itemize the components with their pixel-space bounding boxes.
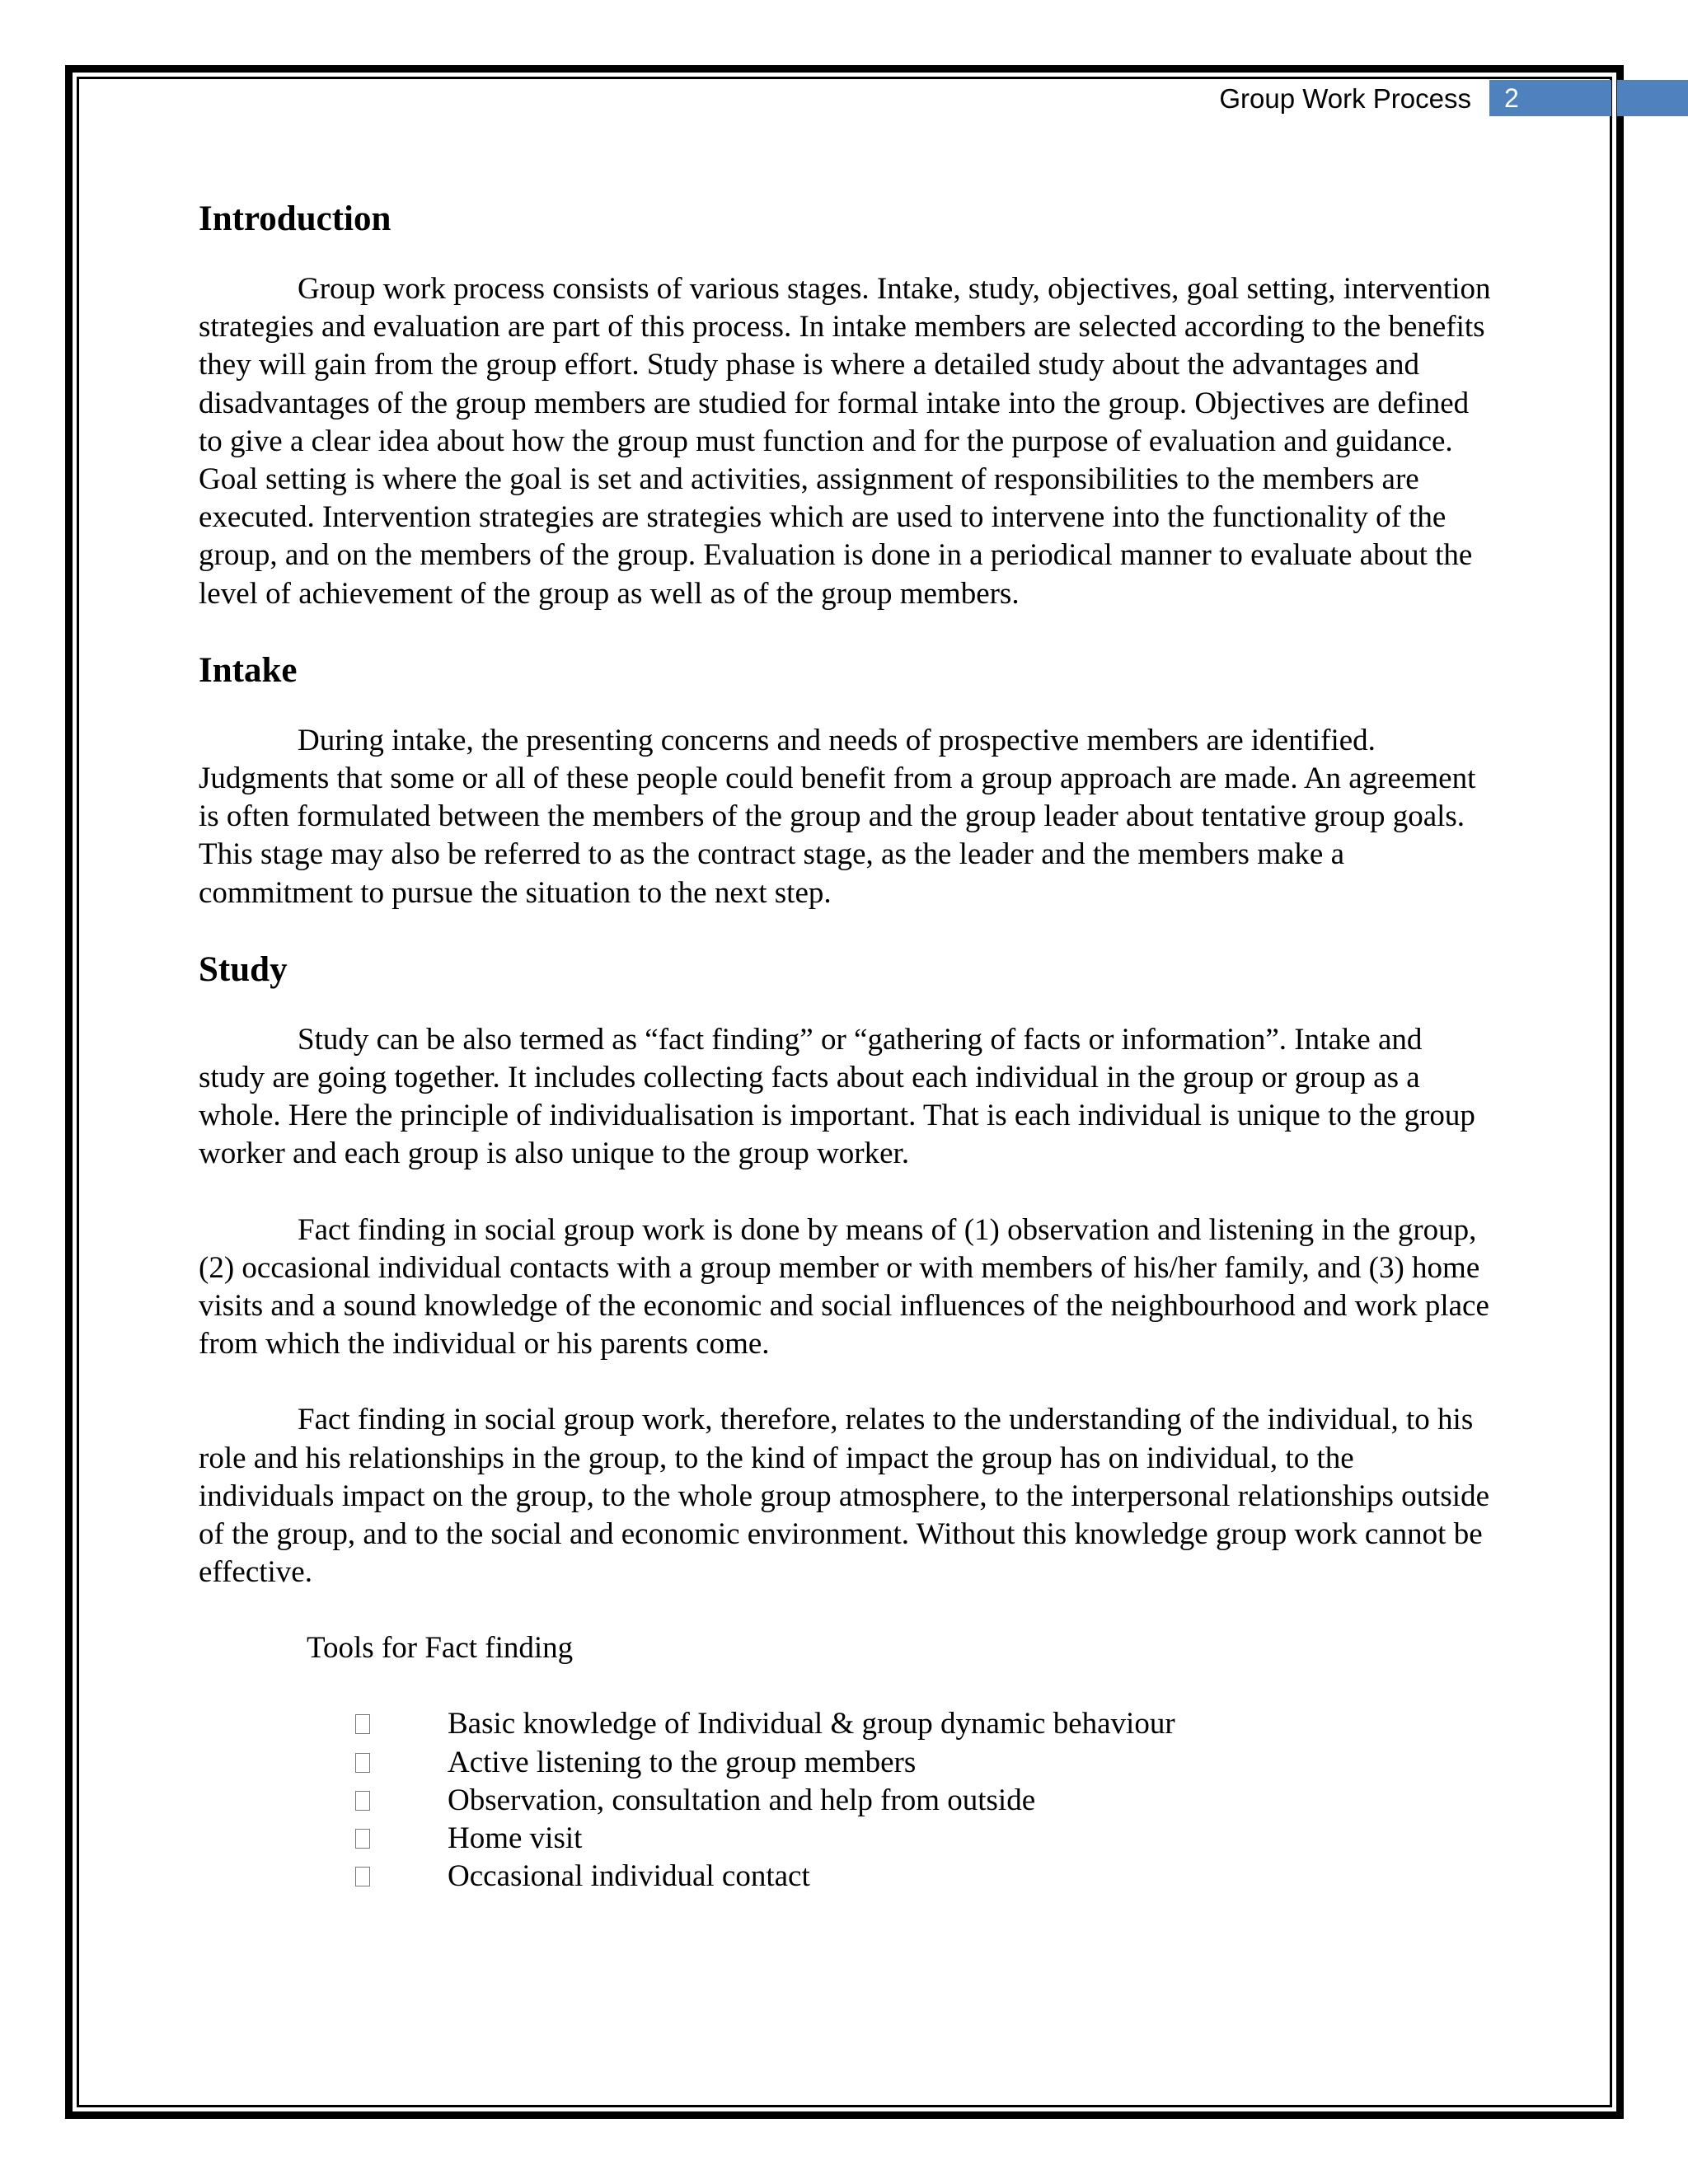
list-item: [351, 1782, 1493, 1820]
heading-introduction: Introduction: [199, 199, 392, 238]
list-item-text: Active listening to the group members: [448, 1745, 917, 1779]
heading-intake: Intake: [199, 650, 298, 690]
list-item: [351, 1705, 1493, 1743]
list-item-text: Basic knowledge of Individual & group dynamic behaviour: [448, 1707, 1175, 1741]
list-item-text: Observation, consultation and help from outside: [448, 1783, 1036, 1817]
introduction-paragraph: Group work process consists of various stages. Intake, study, objectives, goal setting, intervention strategies and evaluation are part of this process. In intake members are selected according to the benefits they will gain from the group effort. Study phase is where a detailed study about the advantages and disadvantages of the group members are studied for formal intake into the group. Objectives are defined to give a clear idea about how the group must function and for the purpose of evaluation and guidance. Goal setting is where the goal is set and activities, assignment of responsibilities to the members are executed. Intervention strategies are strategies which are used to intervene into the functionality of the group, and on the members of the group. Evaluation is done in a periodical manner to evaluate about the level of achievement of the group as well as of the group members.: [199, 272, 1491, 611]
header-accent-bar: [1617, 80, 1688, 116]
list-item: [351, 1820, 1493, 1858]
tools-heading: Tools for Fact finding: [307, 1631, 574, 1666]
intake-paragraph: During intake, the presenting concerns and needs of prospective members are identified. Judgments that some or all of these people could benefit from a group approach are made. An agreement is often formulated between the members of the group and the group leader about tentative group goals. This stage may also be referred to as the contract stage, as the leader and the members make a commitment to pursue the situation to the next step.: [199, 723, 1476, 910]
bullet-box-icon: [355, 1753, 370, 1773]
bullet-box-icon: [355, 1829, 370, 1849]
list-item-text: Occasional individual contact: [448, 1859, 810, 1894]
bullet-box-icon: [355, 1714, 370, 1734]
list-item: [351, 1744, 1493, 1782]
study-paragraph-1: Study can be also termed as “fact finding” or “gathering of facts or information”. Intake and study are going together. It includes collecting facts about each individual in the group or group as a whole. Here the principle of individualisation is important. That is each individual is unique to the group worker and each group is also unique to the group worker.: [199, 1022, 1475, 1171]
page-number-box: [1489, 80, 1611, 116]
document-body: [199, 198, 1493, 1896]
page-number: 2: [1504, 83, 1519, 113]
study-paragraph-2: Fact finding in social group work is done by means of (1) observation and listening in the group, (2) occasional individual contacts with a group member or with members of his/her family, and (3) home visits and a sound knowledge of the economic and social influences of the neighbourhood and work place from which the individual or his parents come.: [199, 1212, 1489, 1361]
study-paragraph-3: Fact finding in social group work, therefore, relates to the understanding of the individual, to his role and his relationships in the group, to the kind of impact the group has on individual, to the individuals impact on the group, to the whole group atmosphere, to the interpersonal relationships outside of the group, and to the social and economic environment. Without this knowledge group work cannot be effective.: [199, 1403, 1490, 1590]
running-header-title: Group Work Process: [1219, 83, 1471, 114]
bullet-box-icon: [355, 1791, 370, 1811]
list-item: [351, 1858, 1493, 1896]
tools-list: [199, 1705, 1493, 1896]
heading-study: Study: [199, 949, 288, 989]
list-item-text: Home visit: [448, 1821, 583, 1856]
bullet-box-icon: [355, 1867, 370, 1886]
